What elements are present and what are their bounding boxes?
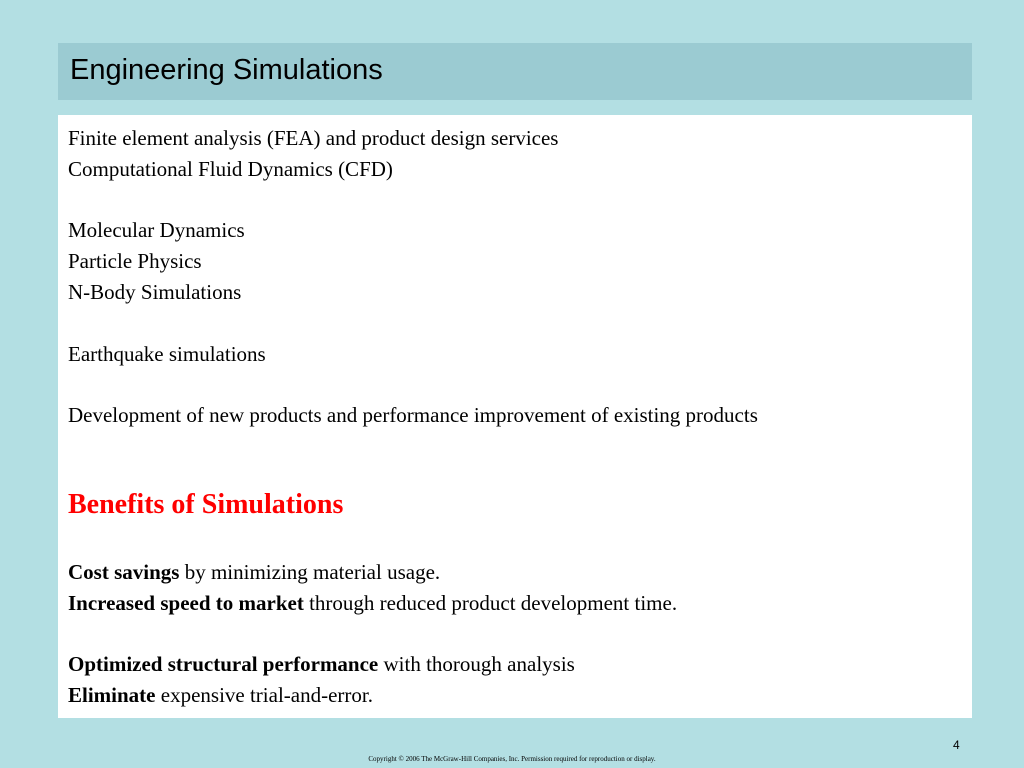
slide-title: Engineering Simulations bbox=[70, 54, 383, 86]
benefit-keyword: Optimized structural performance bbox=[68, 652, 379, 676]
list-item-cfd: Computational Fluid Dynamics (CFD) bbox=[68, 157, 393, 181]
list-item-n-body: N-Body Simulations bbox=[68, 280, 242, 304]
benefit-text: by minimizing material usage. bbox=[179, 560, 441, 584]
title-bar bbox=[58, 43, 972, 100]
benefit-eliminate bbox=[68, 682, 373, 708]
list-item-molecular-dynamics: Molecular Dynamics bbox=[68, 218, 245, 242]
content-box bbox=[58, 115, 972, 718]
benefit-text: with thorough analysis bbox=[378, 652, 575, 676]
list-item-particle-physics: Particle Physics bbox=[68, 249, 202, 273]
benefit-keyword: Increased speed to market bbox=[68, 591, 304, 615]
benefit-text: expensive trial-and-error. bbox=[155, 683, 373, 707]
page-number: 4 bbox=[953, 738, 960, 752]
benefit-speed-to-market bbox=[68, 590, 677, 616]
list-item-fea: Finite element analysis (FEA) and product design services bbox=[68, 126, 559, 150]
benefit-cost-savings bbox=[68, 559, 440, 585]
copyright-notice: Copyright © 2006 The McGraw-Hill Companies, Inc. Permission required for reproduction or display. bbox=[368, 755, 656, 763]
benefits-heading: Benefits of Simulations bbox=[68, 489, 344, 520]
benefit-text: through reduced product development time. bbox=[303, 591, 678, 615]
benefit-keyword: Cost savings bbox=[68, 560, 180, 584]
list-item-earthquake: Earthquake simulations bbox=[68, 342, 266, 366]
benefit-structural-performance bbox=[68, 651, 575, 677]
list-item-development: Development of new products and performance improvement of existing products bbox=[68, 403, 758, 427]
benefit-keyword: Eliminate bbox=[68, 683, 156, 707]
